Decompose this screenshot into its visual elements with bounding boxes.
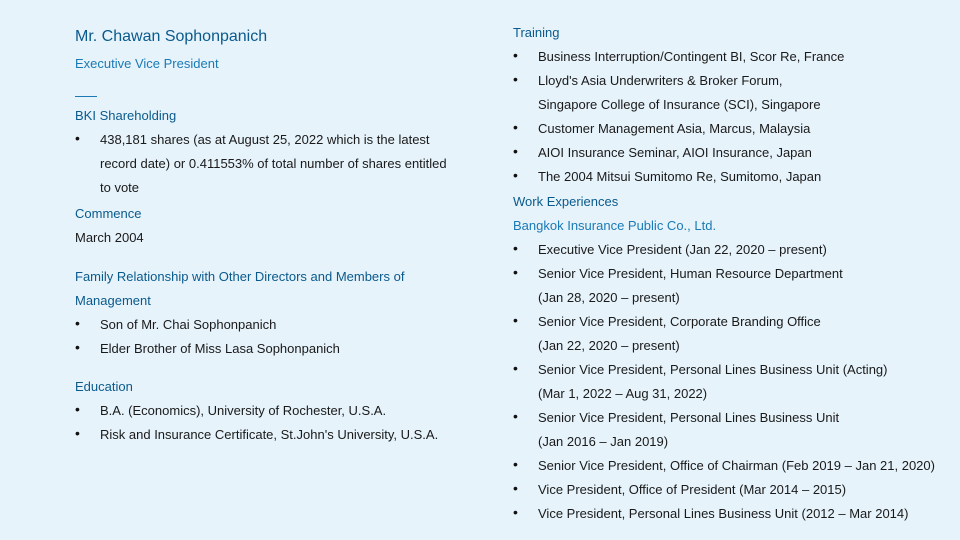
family-item: Son of Mr. Chai Sophonpanich: [100, 317, 277, 332]
bullet-icon: •: [513, 167, 518, 183]
bullet-icon: •: [513, 408, 518, 424]
education-heading: Education: [75, 379, 133, 394]
bullet-icon: •: [513, 71, 518, 87]
training-item: Lloyd's Asia Underwriters & Broker Forum,: [538, 73, 783, 88]
person-name: Mr. Chawan Sophonpanich: [75, 28, 268, 45]
work-item: Senior Vice President, Personal Lines Business Unit (Acting): [538, 362, 888, 377]
bullet-icon: •: [75, 339, 80, 355]
bullet-icon: •: [513, 264, 518, 280]
commence-value: March 2004: [75, 230, 144, 245]
bullet-icon: •: [75, 315, 80, 331]
bullet-icon: •: [75, 425, 80, 441]
shareholding-heading: BKI Shareholding: [75, 108, 177, 123]
company-name: Bangkok Insurance Public Co., Ltd.: [513, 218, 717, 233]
person-position: Executive Vice President: [75, 56, 219, 71]
work-item: Senior Vice President, Corporate Branding Office: [538, 314, 821, 329]
bullet-icon: •: [513, 456, 518, 472]
bullet-icon: •: [513, 47, 518, 63]
training-item: AIOI Insurance Seminar, AIOI Insurance, Japan: [538, 145, 812, 160]
work-item: (Jan 28, 2020 – present): [538, 290, 680, 305]
training-heading: Training: [513, 25, 560, 40]
bullet-icon: •: [513, 312, 518, 328]
training-item: Singapore College of Insurance (SCI), Singapore: [538, 97, 821, 112]
bullet-icon: •: [513, 480, 518, 496]
work-item: (Mar 1, 2022 – Aug 31, 2022): [538, 386, 708, 401]
work-item: Vice President, Personal Lines Business Unit (2012 – Mar 2014): [538, 506, 909, 521]
shareholding-line: record date) or 0.411553% of total number of shares entitled: [100, 156, 447, 171]
education-item: B.A. (Economics), University of Rochester, U.S.A.: [100, 403, 387, 418]
work-item: (Jan 2016 – Jan 2019): [538, 434, 669, 449]
work-heading: Work Experiences: [513, 194, 619, 209]
work-item: Executive Vice President (Jan 22, 2020 – present): [538, 242, 827, 257]
bullet-icon: •: [513, 119, 518, 135]
bullet-icon: •: [513, 143, 518, 159]
bullet-icon: •: [75, 130, 80, 146]
bullet-icon: •: [75, 401, 80, 417]
work-item: Senior Vice President, Personal Lines Business Unit: [538, 410, 840, 425]
family-heading: Family Relationship with Other Directors and Members of: [75, 269, 405, 284]
commence-heading: Commence: [75, 206, 142, 221]
family-heading: Management: [75, 293, 151, 308]
work-item: Senior Vice President, Office of Chairman (Feb 2019 – Jan 21, 2020): [538, 458, 935, 473]
shareholding-line: 438,181 shares (as at August 25, 2022 which is the latest: [100, 132, 430, 147]
training-item: The 2004 Mitsui Sumitomo Re, Sumitomo, Japan: [538, 169, 822, 184]
family-item: Elder Brother of Miss Lasa Sophonpanich: [100, 341, 340, 356]
education-item: Risk and Insurance Certificate, St.John's University, U.S.A.: [100, 427, 439, 442]
bullet-icon: •: [513, 240, 518, 256]
bullet-icon: •: [513, 360, 518, 376]
bullet-icon: •: [513, 504, 518, 520]
work-item: Senior Vice President, Human Resource Department: [538, 266, 843, 281]
work-item: (Jan 22, 2020 – present): [538, 338, 680, 353]
training-item: Business Interruption/Contingent BI, Scor Re, France: [538, 49, 845, 64]
divider: [75, 96, 97, 97]
shareholding-line: to vote: [100, 180, 140, 195]
training-item: Customer Management Asia, Marcus, Malaysia: [538, 121, 811, 136]
work-item: Vice President, Office of President (Mar 2014 – 2015): [538, 482, 847, 497]
